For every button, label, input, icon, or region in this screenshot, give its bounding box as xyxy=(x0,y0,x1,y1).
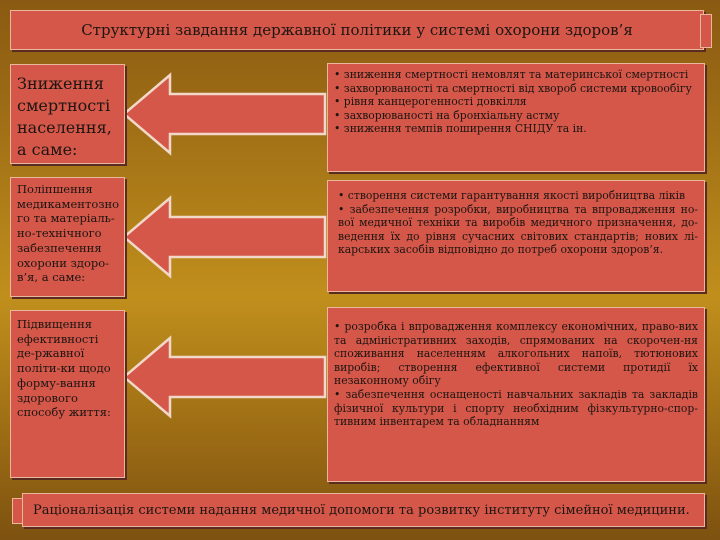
arrow-1 xyxy=(120,72,330,162)
task-1-item: • рівня канцерогенності довкілля xyxy=(334,95,527,109)
task-3-details-box xyxy=(327,307,705,482)
task-1-heading: Зниження смертності населення, а саме: xyxy=(17,74,112,159)
diagram-title-text: Структурні завдання державної політики у системі охорони здоров’я xyxy=(81,21,633,39)
task-1-item: • зниження смертності немовлят та материнської смертності xyxy=(334,68,689,81)
task-1-item: • зниження темпів поширення СНІДУ та ін. xyxy=(334,122,587,136)
task-3-heading: Підвищення ефективності де-ржавної політи-ки щодо форму-вання здорового способу життя: xyxy=(17,317,111,420)
arrow-2 xyxy=(120,195,330,285)
task-1-item: • захворюваності та смертності від хвороб системи кровообігу xyxy=(334,81,692,95)
task-1-item: • захворюваності на бронхіальну астму xyxy=(334,108,560,122)
task-1-heading-box xyxy=(10,64,125,164)
task-2-item: • забезпечення розробки, виробництва та впровадження но-вої медичної техніки та виробів медичного призначення, до-ведення їх до рівня сучасних світових стандартів; нових лі-карських засобів відповідно до потреб охорони здоров’я. xyxy=(338,202,698,257)
task-2-details-box xyxy=(327,180,705,292)
task-1-details-box xyxy=(327,63,705,172)
task-3-item: • забезпечення оснащеності навчальних закладів та закладів фізичної культури і спорту необхідним фізкультурно-спор-тивним інвентарем та обладнанням xyxy=(334,387,698,429)
footer-box xyxy=(22,493,705,527)
task-2-heading: Поліпшення медикаментозно го та матеріаль-но-технічного забезпечення охорони здоро-в’я, а саме: xyxy=(17,182,120,285)
footer-text: Раціоналізація системи надання медичної допомоги та розвитку інституту сімейної медицини. xyxy=(33,502,690,518)
task-3-item: • розробка і впровадження комплексу економічних, право-вих та адміністративних заходів, спрямованих на скорочен-ня споживання населенням алкогольних напоїв, тютюнових виробів; створення ефективної системи протидії їх незаконному обігу xyxy=(334,320,698,388)
task-2-heading-box xyxy=(10,177,125,297)
task-3-heading-box xyxy=(10,310,125,478)
diagram-title xyxy=(10,10,704,50)
task-2-item: • створення системи гарантування якості виробництва ліків xyxy=(338,189,686,202)
arrow-3 xyxy=(120,335,330,425)
title-tab-decoration xyxy=(700,14,712,48)
